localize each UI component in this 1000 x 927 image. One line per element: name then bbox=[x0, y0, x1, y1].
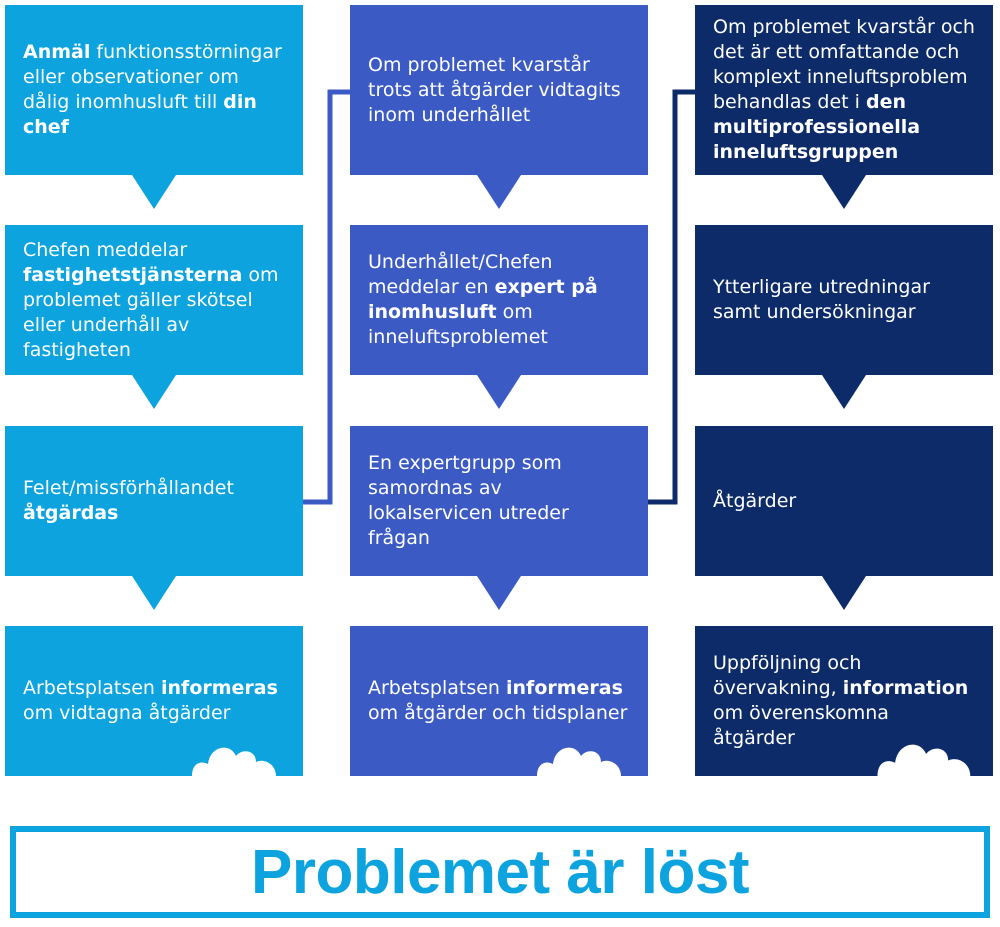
text-segment: Felet/missförhållandet bbox=[23, 477, 234, 499]
problem-solved-label: Problemet är löst bbox=[251, 837, 749, 907]
arrow-down bbox=[477, 175, 521, 209]
text-bold-segment: expert på inomhusluft bbox=[368, 276, 598, 323]
text-segment: Ytterligare utredningar samt undersökningar bbox=[713, 276, 930, 323]
text-bold-segment: information bbox=[842, 677, 969, 699]
text-segment: Om problemet kvarstår och det är ett omfattande och komplext inneluftsproblem behandlas det i bbox=[713, 16, 975, 113]
text-bold-segment: Anmäl bbox=[23, 41, 91, 63]
cloud-icon bbox=[190, 738, 280, 776]
text-bold-segment: informeras bbox=[161, 677, 278, 699]
arrow-down bbox=[132, 375, 176, 409]
step-fault-fixed bbox=[5, 426, 303, 576]
text-segment: om problemet gäller skötsel eller underhåll av fastigheten bbox=[23, 263, 279, 361]
text-segment: En expertgrupp som samordnas av lokalservicen utreder frågan bbox=[368, 452, 569, 549]
arrow-down bbox=[132, 175, 176, 209]
step-further-investigations bbox=[695, 225, 993, 375]
text-segment: Arbetsplatsen bbox=[23, 677, 162, 699]
text-segment: om överenskomna åtgärder bbox=[713, 702, 889, 749]
text-segment: om vidtagna åtgärder bbox=[23, 702, 231, 724]
text-bold-segment: informeras bbox=[506, 677, 623, 699]
connector-col2-col3 bbox=[648, 92, 695, 502]
text-segment: Uppföljning och övervakning, bbox=[713, 652, 862, 699]
text-segment: Underhållet/Chefen meddelar en bbox=[368, 251, 553, 298]
step-report-to-chef bbox=[5, 5, 303, 175]
text-bold-segment: din chef bbox=[23, 91, 257, 138]
cloud-icon bbox=[875, 734, 975, 776]
connector-col1-col2 bbox=[303, 92, 350, 502]
text-segment: om inneluftsproblemet bbox=[368, 301, 548, 348]
text-bold-segment: den multiprofessionella inneluftsgruppen bbox=[713, 91, 921, 163]
arrow-down bbox=[132, 576, 176, 610]
text-segment: funktionsstörningar eller observationer om dålig inomhusluft till bbox=[23, 41, 282, 113]
text-segment: Chefen meddelar bbox=[23, 238, 188, 261]
arrow-down bbox=[477, 375, 521, 409]
arrow-down bbox=[822, 375, 866, 409]
step-follow-up-information bbox=[695, 626, 993, 776]
step-workplace-informed-measures bbox=[5, 626, 303, 776]
arrow-down bbox=[477, 576, 521, 610]
step-multiprofessional-group bbox=[695, 5, 993, 175]
step-notify-indoor-air-expert bbox=[350, 225, 648, 375]
step-expert-group-investigates bbox=[350, 426, 648, 576]
text-bold-segment: åtgärdas bbox=[23, 502, 119, 524]
step-measures bbox=[695, 426, 993, 576]
text-segment: om åtgärder och tidsplaner bbox=[368, 702, 628, 724]
text-segment: Om problemet kvarstår trots att åtgärder vidtagits inom underhållet bbox=[368, 53, 621, 126]
text-bold-segment: fastighetstjänsterna bbox=[23, 263, 243, 286]
step-chef-notifies-property-services bbox=[5, 225, 303, 375]
arrow-down bbox=[822, 175, 866, 209]
arrow-down bbox=[822, 576, 866, 610]
cloud-icon bbox=[535, 738, 625, 776]
step-workplace-informed-schedules bbox=[350, 626, 648, 776]
text-segment: Arbetsplatsen bbox=[368, 677, 507, 699]
problem-solved-banner bbox=[10, 826, 990, 918]
text-segment: Åtgärder bbox=[713, 489, 797, 512]
step-problem-persists-maintenance bbox=[350, 5, 648, 175]
